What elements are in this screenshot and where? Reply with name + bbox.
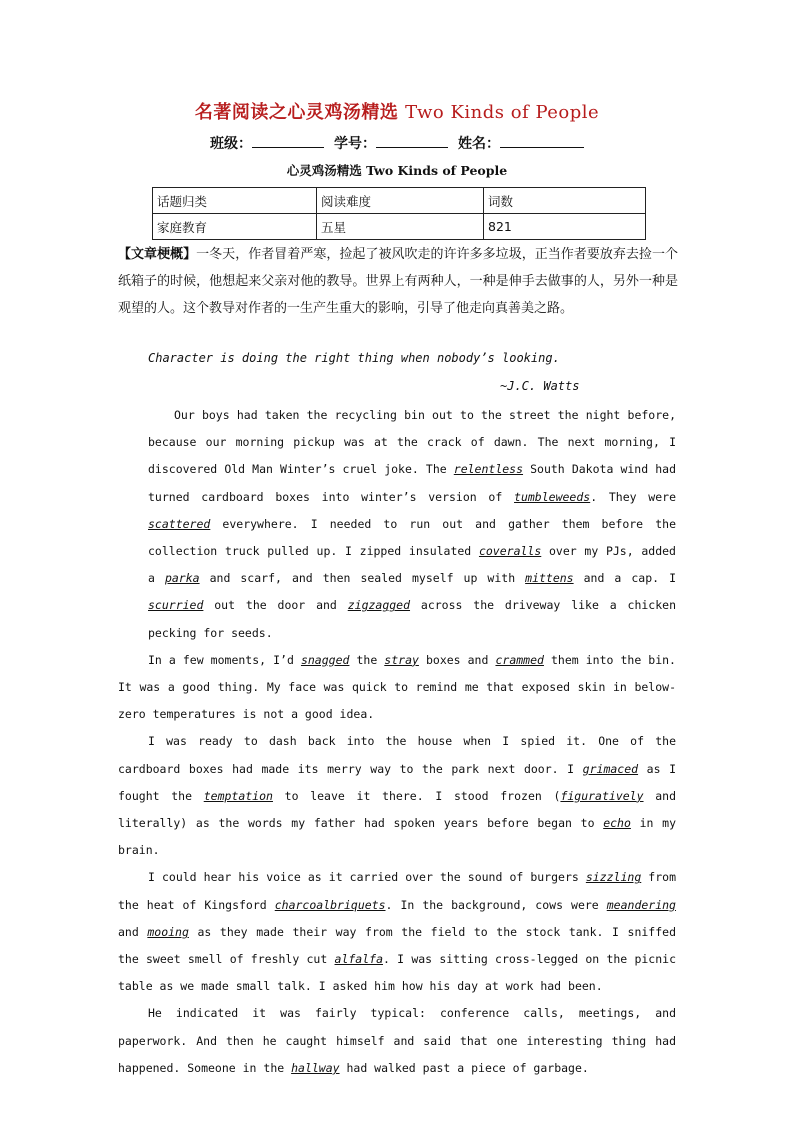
vocab-word: zigzagged <box>347 598 411 613</box>
vocab-word: grimaced <box>582 761 639 776</box>
paragraph-text: in my brain. <box>118 816 676 858</box>
article-paragraph <box>118 864 676 1000</box>
table-cell: 五星 <box>317 214 484 240</box>
table-cell: 话题归类 <box>153 188 317 214</box>
paragraph-text: over my PJs, added a <box>148 544 676 586</box>
table-cell: 阅读难度 <box>317 188 484 214</box>
table-header-row <box>153 188 646 214</box>
vocab-word: hallway <box>291 1060 340 1075</box>
paragraph-text: boxes and <box>418 652 496 667</box>
paragraph-text: everywhere. I needed to run out and gather them before the collection truck pulled up. I zipped insulated <box>148 516 676 559</box>
info-table <box>152 187 646 240</box>
article-body <box>118 402 676 1082</box>
vocab-word: snagged <box>300 652 350 667</box>
student-id-label: 学号： <box>334 136 376 152</box>
article-paragraph <box>118 728 676 864</box>
vocab-word: relentless <box>453 462 524 477</box>
paragraph-text: to leave it there. I stood frozen ( <box>272 788 561 803</box>
vocab-word: temptation <box>203 788 273 803</box>
article-paragraph <box>118 647 676 729</box>
name-blank[interactable] <box>500 134 584 148</box>
table-cell: 家庭教育 <box>153 214 317 240</box>
vocab-word: crammed <box>495 652 544 667</box>
paragraph-text: as I fought the <box>118 761 676 803</box>
paragraph-text: and scarf, and then sealed myself up with <box>199 571 526 586</box>
class-blank[interactable] <box>252 134 324 148</box>
epigraph-quote: Character is doing the right thing when nobody’s looking. <box>148 351 560 365</box>
vocab-word: scurried <box>148 598 204 613</box>
paragraph-text: across the driveway like a chicken pecking for seeds. <box>148 598 676 640</box>
paragraph-text: . In the background, cows were <box>385 897 607 912</box>
paragraph-text: and <box>118 924 148 939</box>
name-label: 姓名： <box>458 136 500 152</box>
title-english: Two Kinds of People <box>405 102 600 123</box>
paragraph-text: . I was sitting cross-legged on the picnic table as we made small talk. I asked him how his day at work had been. <box>118 952 676 994</box>
student-info-line <box>0 133 794 153</box>
paragraph-text: them into the bin. It was a good thing. My face was quick to remind me that exposed skin in below-zero temperatures is not a good idea. <box>118 652 676 722</box>
paragraph-text: from the heat of Kingsford <box>118 870 676 912</box>
article-summary <box>118 241 678 322</box>
paragraph-text: out the door and <box>203 598 348 613</box>
summary-text: 一冬天，作者冒着严寒，捡起了被风吹走的许许多多垃圾，正当作者要放弃去捡一个纸箱子的时候，他想起来父亲对他的教导。世界上有两种人，一种是伸手去做事的人，另外一种是观望的人。这个教导对作者的一生产生重大的影响，引导了他走向真善美之路。 <box>118 247 678 316</box>
paragraph-text: and a cap. I <box>573 571 676 586</box>
vocab-word: scattered <box>148 516 211 531</box>
paragraph-text: and literally) as the words my father had spoken years before began to <box>118 788 677 831</box>
vocab-word: tumbleweeds <box>514 489 591 504</box>
paragraph-text: He indicated it was fairly typical: conference calls, meetings, and paperwork. And then he caught himself and said that one interesting thing had happened. Someone in the <box>118 1006 676 1075</box>
article-paragraph <box>118 1000 676 1082</box>
article-subtitle: 心灵鸡汤精选 Two Kinds of People <box>286 163 508 178</box>
table-cell: 821 <box>484 214 646 240</box>
document-title <box>0 98 794 124</box>
summary-label: 【文章梗概】 <box>118 247 197 262</box>
paragraph-text: South Dakota wind had turned cardboard boxes into winter’s version of <box>148 462 676 504</box>
vocab-word: coveralls <box>478 544 542 559</box>
table-row <box>153 214 646 240</box>
paragraph-text: I was ready to dash back into the house when I spied it. One of the cardboard boxes had made its merry way to the park next door. I <box>118 734 676 776</box>
paragraph-text: the <box>349 652 385 667</box>
vocab-word: alfalfa <box>334 952 383 967</box>
vocab-word: meandering <box>606 897 676 912</box>
vocab-word: sizzling <box>585 870 642 885</box>
article-paragraph <box>118 402 676 647</box>
vocab-word: echo <box>603 816 631 831</box>
table-cell: 词数 <box>484 188 646 214</box>
student-id-blank[interactable] <box>376 134 448 148</box>
vocab-word: stray <box>384 652 419 667</box>
paragraph-text: had walked past a piece of garbage. <box>339 1060 589 1075</box>
paragraph-text: I could hear his voice as it carried over the sound of burgers <box>148 870 586 885</box>
paragraph-text: as they made their way from the field to the stock tank. I sniffed the sweet smell of freshly cut <box>118 924 676 967</box>
class-label: 班级： <box>210 136 252 152</box>
paragraph-text: Our boys had taken the recycling bin out to the street the night before, because our morning pickup was at the crack of dawn. The next morning, I discovered Old Man Winter’s cruel joke. The <box>148 408 676 477</box>
paragraph-text: In a few moments, I’d <box>148 652 301 667</box>
vocab-word: mittens <box>525 571 574 586</box>
epigraph-author: ~J.C. Watts <box>500 379 580 393</box>
paragraph-text: . They were <box>590 489 676 504</box>
vocab-word: parka <box>164 571 200 586</box>
vocab-word: figuratively <box>560 788 644 803</box>
vocab-word: mooing <box>147 924 189 939</box>
title-chinese: 名著阅读之心灵鸡汤精选 <box>194 102 399 123</box>
vocab-word: charcoalbriquets <box>274 897 386 912</box>
